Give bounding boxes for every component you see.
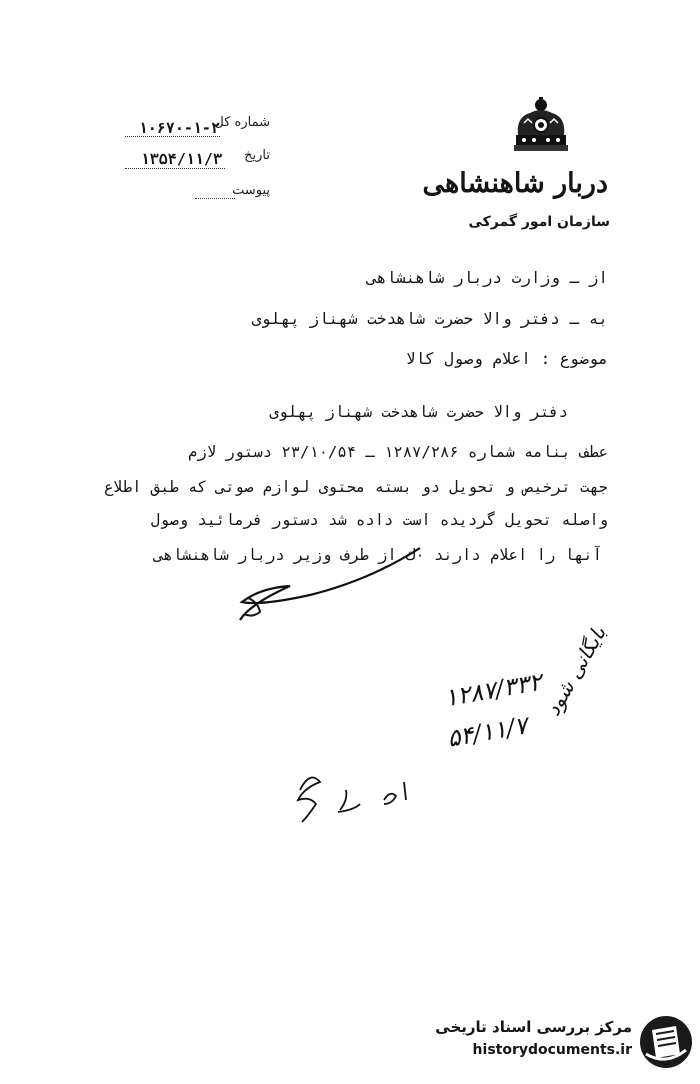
number-label: شماره کل xyxy=(214,115,270,130)
archive-title: مرکز بررسی اسناد تاریخی xyxy=(435,1018,632,1036)
signature-scribble xyxy=(220,540,440,630)
archive-logo-icon xyxy=(638,1014,694,1070)
number-dotted-line xyxy=(125,136,220,137)
attachment-dotted-line xyxy=(195,198,235,199)
handwritten-note: بایگانی شود xyxy=(540,622,611,720)
letter-from: از ـ وزارت دربار شاهنشاهی xyxy=(367,268,608,287)
handwritten-date: ۵۴/۱۱/۷ xyxy=(445,711,530,753)
letter-to: به ـ دفتر والا حضرت شاهدخت شهناز پهلوی xyxy=(251,309,608,328)
number-value: ۱۰۶۷۰-۱-۲ xyxy=(138,119,220,137)
handwritten-initials xyxy=(280,760,430,830)
archive-url: historydocuments.ir xyxy=(472,1042,632,1058)
letter-subject: موضوع : اعلام وصول کالا xyxy=(405,349,608,368)
date-label: تاریخ xyxy=(244,148,270,163)
attachment-label: پیوست xyxy=(232,183,270,198)
letter-body-line: واصله تحویل گردیده است داده شد دستور فرمائید وصول xyxy=(150,511,608,529)
date-value: ۱۳۵۴/۱۱/۳ xyxy=(140,150,222,168)
archive-watermark xyxy=(410,1012,700,1072)
crown-emblem-icon xyxy=(510,95,572,165)
court-name: دربار شاهنشاهی xyxy=(422,168,608,199)
date-dotted-line xyxy=(125,168,225,169)
letter-body-line: عطف بنامه شماره ۱۲۸۷/۲۸۶ ـ ۲۳/۱۰/۵۴ دستور لازم xyxy=(188,443,608,461)
handwritten-reference: ۱۲۸۷/۳۳۲ xyxy=(441,667,544,713)
organization-name: سازمان امور گمرکی xyxy=(468,214,610,230)
letter-body-line: آنها را اعلام دارند ۰ك از طرف وزیر دربار شاهنشاهی xyxy=(154,546,602,564)
letter-salutation: دفتر والا حضرت شاهدخت شهناز پهلوی xyxy=(269,403,568,421)
letter-body-line: جهت ترخیص و تحویل دو بسته محتوی لوازم صوتی که طبق اطلاع xyxy=(104,478,608,496)
